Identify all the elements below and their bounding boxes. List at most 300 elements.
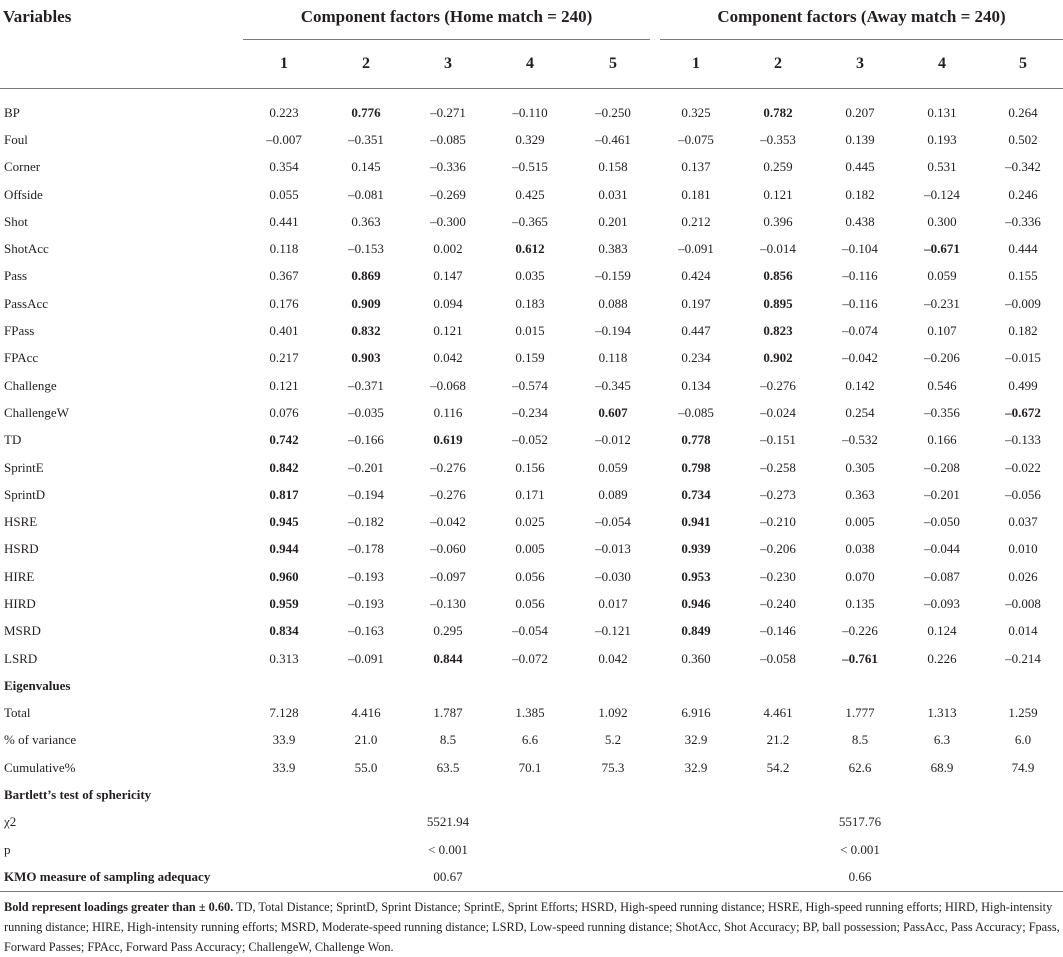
away-eigen-cell: 4.461 [763,705,793,721]
home-loading-cell: –0.081 [348,186,384,202]
home-loading-cell: 0.223 [269,104,299,120]
loading-row [0,618,1063,645]
home-loading-cell: –0.054 [512,623,548,639]
home-loading-cell: –0.371 [348,377,384,393]
loading-row [0,181,1063,208]
home-loading-cell: 0.363 [351,213,381,229]
away-loading-cell: –0.231 [924,295,960,311]
eigenvalue-label: Cumulative% [4,759,76,775]
variable-label: Corner [4,159,41,175]
away-loading-cell: 0.438 [845,213,875,229]
away-loading-cell: –0.356 [924,404,960,420]
bartlett-heading-row [0,781,1063,808]
home-component-3-header: 3 [407,40,489,89]
variable-label: FPass [4,323,35,339]
loading-row [0,563,1063,590]
kmo-row-home-value: 00.67 [407,863,489,891]
away-loading-cell: –0.240 [760,595,796,611]
home-loading-cell [243,427,325,454]
empty-cell [325,809,407,836]
home-loading-cell: –0.072 [512,650,548,666]
header-row-components [0,40,1063,89]
loading-row [0,454,1063,481]
home-eigen-cell: 1.385 [515,705,545,721]
away-eigen-cell: 8.5 [851,732,869,748]
bold-loading: –0.672 [1005,404,1041,420]
home-loading-cell: –0.013 [595,541,631,557]
bold-loading: 0.776 [351,104,381,120]
home-loading-cell: 0.295 [433,623,463,639]
home-eigen-cell: 4.416 [351,705,381,721]
home-loading-cell: 0.217 [269,350,299,366]
home-loading-cell: –0.060 [430,541,466,557]
away-loading-cell: 0.226 [927,650,957,666]
loading-row [0,154,1063,181]
variable-label: Foul [4,131,28,147]
loading-row [0,481,1063,508]
away-loading-cell: –0.085 [678,404,714,420]
variable-label: HSRD [4,541,39,557]
away-loading-cell: 0.121 [763,186,793,202]
away-loading-cell: 0.264 [1008,104,1038,120]
eigenvalue-label: % of variance [4,732,77,748]
away-loading-cell: 0.107 [927,323,957,339]
away-loading-cell: 0.193 [927,131,957,147]
variable-label: LSRD [4,650,38,666]
bold-loading: 0.903 [351,350,381,366]
away-loading-cell [655,427,737,454]
home-loading-cell: 0.042 [433,350,463,366]
bold-loading: 0.939 [681,541,711,557]
empty-cell [571,836,655,863]
bold-loading: –0.761 [842,650,878,666]
away-loading-cell: 0.396 [763,213,793,229]
home-loading-cell: –0.182 [348,514,384,530]
bold-loading: 0.842 [269,459,299,475]
home-loading-cell [243,536,325,563]
eigenvalue-label: Total [4,705,31,721]
away-loading-cell: –0.091 [678,241,714,257]
away-loading-cell: 0.124 [927,623,957,639]
bold-loading: 0.849 [681,623,711,639]
away-loading-cell: 0.305 [845,459,875,475]
home-loading-cell: 0.025 [515,514,545,530]
bold-loading: 0.953 [681,568,711,584]
home-loading-cell: –0.234 [512,404,548,420]
home-eigen-cell: 5.2 [604,732,622,748]
away-loading-cell: 0.212 [681,213,711,229]
empty-cell [489,863,571,891]
loading-row [0,208,1063,235]
away-loading-cell [737,345,819,372]
away-loading-cell: 0.142 [845,377,875,393]
bold-loading: 0.959 [269,595,299,611]
header-row-groups [0,0,1063,40]
kmo-row-away-value: 0.66 [819,863,901,891]
variable-label: Offside [4,186,43,202]
home-loading-cell: 0.171 [515,486,545,502]
chi-square-row-home-value: 5521.94 [426,814,470,830]
away-loading-cell: –0.042 [842,350,878,366]
away-loading-cell: 0.445 [845,159,875,175]
away-loading-cell [655,481,737,508]
home-loading-cell: –0.130 [430,595,466,611]
empty-cell [243,863,325,891]
home-eigen-cell: 1.092 [598,705,628,721]
home-loading-cell: 0.118 [598,350,628,366]
bold-loading: 0.945 [269,514,299,530]
away-loading-cell: 0.363 [845,486,875,502]
chi-square-row-away-value: 5517.76 [838,814,882,830]
loading-row [0,290,1063,317]
away-loading-cell [655,454,737,481]
variable-label: BP [4,104,20,120]
home-loading-cell: –0.276 [430,459,466,475]
away-loading-cell: 0.424 [681,268,711,284]
home-component-1-header: 1 [243,40,325,89]
home-loading-cell: 0.176 [269,295,299,311]
bold-loading: 0.844 [433,650,463,666]
home-loading-cell: –0.091 [348,650,384,666]
away-loading-cell: –0.210 [760,514,796,530]
away-eigen-cell: 6.916 [681,705,711,721]
bold-loading: 0.869 [351,268,381,284]
home-loading-cell: 0.005 [515,541,545,557]
home-loading-cell: –0.351 [348,131,384,147]
table-body [0,89,1063,892]
away-loading-cell: –0.273 [760,486,796,502]
home-loading-cell: 0.076 [269,404,299,420]
away-loading-cell: –0.056 [1005,486,1041,502]
home-loading-cell: –0.054 [595,514,631,530]
home-loading-cell: 0.042 [598,650,628,666]
away-loading-cell: –0.087 [924,568,960,584]
home-loading-cell: –0.097 [430,568,466,584]
away-component-5-header: 5 [983,40,1063,89]
away-eigen-cell: 62.6 [848,759,872,775]
away-loading-cell: –0.008 [1005,595,1041,611]
away-loading-cell [655,563,737,590]
away-eigen-cell: 68.9 [930,759,954,775]
bold-loading: 0.895 [763,295,793,311]
away-loading-cell: –0.258 [760,459,796,475]
eigenvalue-row [0,700,1063,727]
variable-label: Challenge [4,377,57,393]
empty-cell [655,809,737,836]
away-loading-cell [655,508,737,535]
table-footnote [4,897,1062,957]
away-loading-cell: 0.207 [845,104,875,120]
bold-loading: 0.944 [269,541,299,557]
away-loading-cell: 0.014 [1008,623,1038,639]
away-loading-cell [655,590,737,617]
home-loading-cell: 0.121 [433,323,463,339]
away-loading-cell: –0.044 [924,541,960,557]
home-loading-cell: 0.354 [269,159,299,175]
loading-row [0,399,1063,426]
variable-label: Shot [4,213,28,229]
home-loading-cell [571,399,655,426]
home-loading-cell: 0.145 [351,159,381,175]
empty-cell [325,836,407,863]
home-loading-cell: –0.166 [348,432,384,448]
home-loading-cell: –0.052 [512,432,548,448]
home-loading-cell [325,317,407,344]
variable-label: Pass [4,268,28,284]
away-loading-cell: 0.070 [845,568,875,584]
eigenvalues-heading-row [0,672,1063,699]
variable-label: TD [4,432,22,448]
home-loading-cell: 0.183 [515,295,545,311]
empty-cell [737,863,819,891]
bold-loading: 0.612 [515,241,545,257]
variable-label: MSRD [4,623,41,639]
bold-loading: 0.834 [269,623,299,639]
away-loading-cell: –0.336 [1005,213,1041,229]
empty-cell [571,863,655,891]
away-loading-cell [983,399,1063,426]
empty-cell [655,836,737,863]
home-loading-cell: –0.110 [512,104,548,120]
home-loading-cell: 0.056 [515,568,545,584]
home-loading-cell: –0.163 [348,623,384,639]
away-loading-cell: –0.151 [760,432,796,448]
away-loading-cell: –0.532 [842,432,878,448]
home-loading-cell: 0.017 [598,595,628,611]
home-loading-cell: 0.031 [598,186,628,202]
away-loading-cell: –0.206 [924,350,960,366]
bold-loading: 0.607 [598,404,628,420]
home-loading-cell: 0.201 [598,213,628,229]
empty-cell [983,809,1063,836]
home-loading-cell: –0.336 [430,159,466,175]
home-loading-cell: –0.042 [430,514,466,530]
home-loading-cell [243,563,325,590]
away-loading-cell: 0.325 [681,104,711,120]
home-loading-cell [489,235,571,262]
away-eigen-cell: 1.259 [1008,705,1038,721]
away-loading-cell: –0.058 [760,650,796,666]
variable-label: HSRE [4,514,38,530]
home-loading-cell [407,427,489,454]
home-loading-cell: –0.068 [430,377,466,393]
kmo-row-label: KMO measure of sampling adequacy [0,863,243,891]
home-group-header: Component factors (Home match = 240) [243,0,655,40]
home-loading-cell: 0.118 [269,241,299,257]
home-loading-cell: –0.193 [348,568,384,584]
home-loading-cell: –0.030 [595,568,631,584]
away-loading-cell: 0.360 [681,650,711,666]
home-component-4-header: 4 [489,40,571,89]
home-loading-cell [325,89,407,127]
away-loading-cell: –0.014 [760,241,796,257]
away-eigen-cell: 74.9 [1011,759,1035,775]
home-loading-cell: 0.059 [598,459,628,475]
empty-cell [901,836,983,863]
empty-cell [489,836,571,863]
away-loading-cell: 0.139 [845,131,875,147]
away-loading-cell: 0.246 [1008,186,1038,202]
away-eigen-cell: 54.2 [766,759,790,775]
p-value-row-away-value: < 0.001 [840,841,880,857]
bold-loading: 0.782 [763,104,793,120]
loading-row [0,263,1063,290]
bold-loading: 0.960 [269,568,299,584]
bold-loading: 0.817 [269,486,299,502]
away-eigen-cell: 21.2 [766,732,790,748]
kmo-row [0,863,1063,891]
away-loading-cell [655,536,737,563]
away-loading-cell [737,317,819,344]
away-loading-cell: 0.182 [845,186,875,202]
away-loading-cell: –0.276 [760,377,796,393]
home-loading-cell: –0.515 [512,159,548,175]
away-loading-cell: 0.259 [763,159,793,175]
bartlett-heading: Bartlett’s test of sphericity [4,787,152,803]
away-loading-cell: 0.137 [681,159,711,175]
away-loading-cell: 0.166 [927,432,957,448]
footnote-bold: Bold represent loadings greater than ± 0.60. [4,900,234,914]
home-eigen-cell: 8.5 [439,732,457,748]
home-loading-cell: 0.089 [598,486,628,502]
p-value-row [0,836,1063,863]
away-eigen-cell: 32.9 [684,732,708,748]
away-loading-cell: –0.050 [924,514,960,530]
bold-loading: –0.671 [924,241,960,257]
bold-loading: 0.902 [763,350,793,366]
away-loading-cell [737,89,819,127]
home-eigen-cell: 1.787 [433,705,463,721]
loading-row [0,317,1063,344]
home-eigen-cell: 33.9 [272,732,296,748]
home-loading-cell: –0.276 [430,486,466,502]
bold-loading: 0.823 [763,323,793,339]
home-loading-cell: 0.383 [598,241,628,257]
away-loading-cell [901,235,983,262]
empty-cell [243,809,325,836]
variable-label: SprintD [4,486,46,502]
home-eigen-cell: 33.9 [272,759,296,775]
home-loading-cell [243,590,325,617]
bold-loading: 0.734 [681,486,711,502]
away-loading-cell: 0.026 [1008,568,1038,584]
home-eigen-cell: 6.6 [521,732,539,748]
bold-loading: 0.778 [681,432,711,448]
p-value-row-home-value: < 0.001 [428,841,468,857]
eigenvalues-heading: Eigenvalues [4,677,71,693]
empty-cell [737,809,819,836]
home-component-2-header: 2 [325,40,407,89]
away-loading-cell [819,645,901,672]
loading-row [0,345,1063,372]
away-component-1-header: 1 [655,40,737,89]
away-loading-cell: 0.254 [845,404,875,420]
loading-row [0,89,1063,127]
home-loading-cell: 0.094 [433,295,463,311]
bold-loading: 0.941 [681,514,711,530]
home-loading-cell: 0.329 [515,131,545,147]
home-loading-cell: –0.159 [595,268,631,284]
home-loading-cell: –0.201 [348,459,384,475]
away-loading-cell: –0.214 [1005,650,1041,666]
home-loading-cell: –0.365 [512,213,548,229]
loading-row [0,235,1063,262]
home-loading-cell: –0.178 [348,541,384,557]
home-loading-cell: 0.367 [269,268,299,284]
empty-cell [325,863,407,891]
empty-cell [737,836,819,863]
home-loading-cell [325,290,407,317]
home-loading-cell [325,345,407,372]
home-loading-cell: 0.055 [269,186,299,202]
away-loading-cell: –0.022 [1005,459,1041,475]
p-value-row-label: p [4,841,11,857]
bold-loading: 0.742 [269,432,299,448]
variable-label: PassAcc [4,295,49,311]
away-component-4-header: 4 [901,40,983,89]
empty-cell [901,863,983,891]
away-loading-cell: –0.124 [924,186,960,202]
home-loading-cell: 0.002 [433,241,463,257]
away-loading-cell: 0.038 [845,541,875,557]
away-loading-cell: 0.546 [927,377,957,393]
home-eigen-cell: 70.1 [518,759,542,775]
away-loading-cell: –0.133 [1005,432,1041,448]
away-loading-cell: –0.015 [1005,350,1041,366]
away-loading-cell: –0.146 [760,623,796,639]
home-eigen-cell: 75.3 [601,759,625,775]
home-loading-cell [243,481,325,508]
variable-label: HIRD [4,595,36,611]
home-loading-cell: –0.300 [430,213,466,229]
bold-loading: 0.798 [681,459,711,475]
home-loading-cell: –0.007 [266,131,302,147]
away-loading-cell [655,618,737,645]
bold-loading: 0.856 [763,268,793,284]
home-loading-cell: 0.056 [515,595,545,611]
away-loading-cell: 0.134 [681,377,711,393]
home-loading-cell: –0.194 [348,486,384,502]
away-component-3-header: 3 [819,40,901,89]
away-group-header: Component factors (Away match = 240) [655,0,1063,40]
bold-loading: 0.946 [681,595,711,611]
away-loading-cell: –0.075 [678,131,714,147]
variable-label: HIRE [4,568,35,584]
home-eigen-cell: 63.5 [436,759,460,775]
bold-loading: 0.832 [351,323,381,339]
variables-header: Variables [3,6,72,26]
away-eigen-cell: 32.9 [684,759,708,775]
variable-label: SprintE [4,459,44,475]
away-loading-cell: –0.226 [842,623,878,639]
away-eigen-cell: 1.313 [927,705,957,721]
home-loading-cell: 0.158 [598,159,628,175]
away-loading-cell: –0.201 [924,486,960,502]
away-loading-cell: 0.131 [927,104,957,120]
home-loading-cell: 0.156 [515,459,545,475]
away-loading-cell: 0.197 [681,295,711,311]
eigenvalue-row [0,727,1063,754]
chi-square-row [0,809,1063,836]
away-loading-cell: 0.234 [681,350,711,366]
home-loading-cell: 0.121 [269,377,299,393]
away-loading-cell: –0.009 [1005,295,1041,311]
home-loading-cell: 0.147 [433,268,463,284]
away-loading-cell: –0.342 [1005,159,1041,175]
eigenvalue-row [0,754,1063,781]
away-loading-cell: 0.531 [927,159,957,175]
home-loading-cell: 0.441 [269,213,299,229]
